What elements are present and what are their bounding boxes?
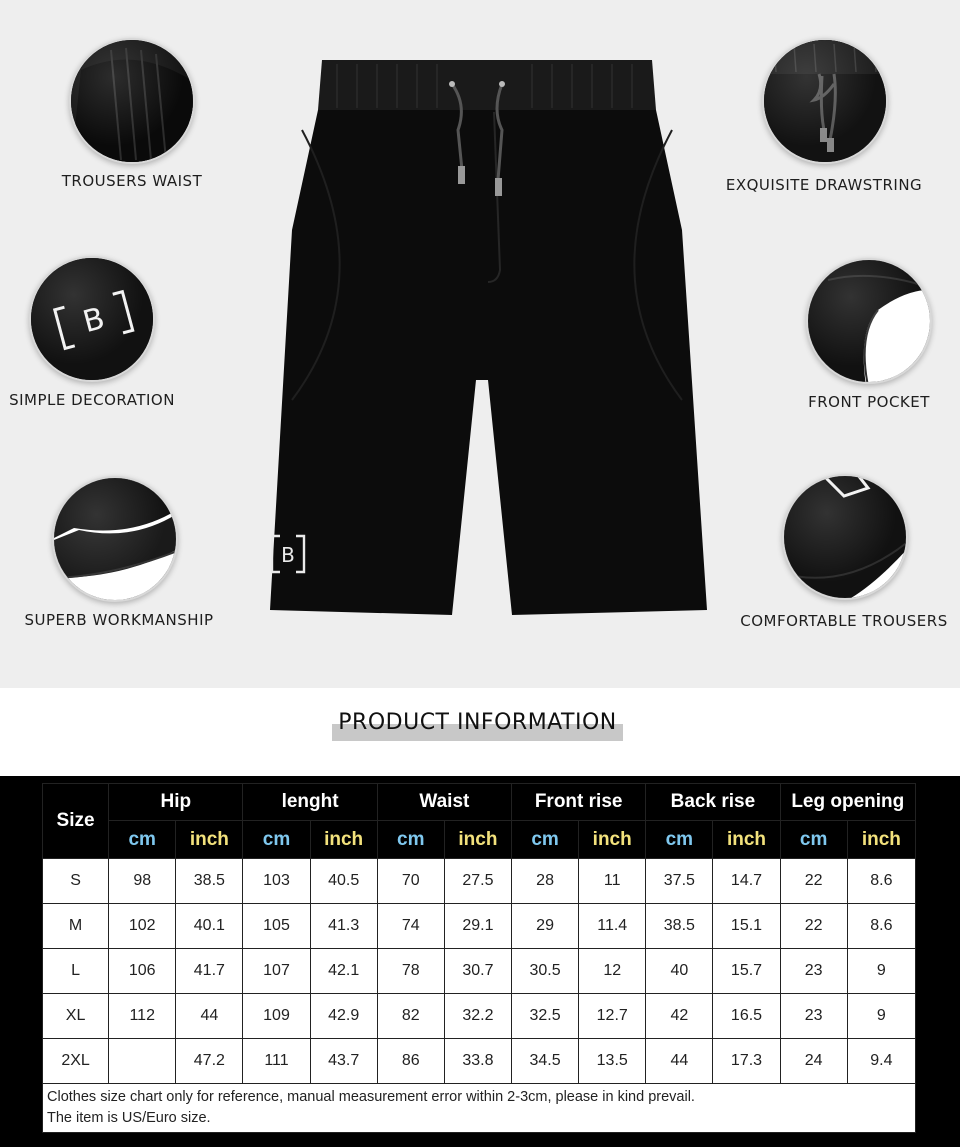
table-cell: 13.5 bbox=[579, 1039, 646, 1084]
table-cell: 22 bbox=[780, 904, 847, 949]
table-cell: 105 bbox=[243, 904, 310, 949]
table-cell: 38.5 bbox=[646, 904, 713, 949]
front-pocket-label: FRONT POCKET bbox=[808, 393, 930, 411]
table-cell: 12.7 bbox=[579, 994, 646, 1039]
size-cell: 2XL bbox=[43, 1039, 109, 1084]
waist-header: Waist bbox=[377, 784, 511, 821]
table-cell: 102 bbox=[109, 904, 176, 949]
length-header: lenght bbox=[243, 784, 377, 821]
table-cell: 29 bbox=[512, 904, 579, 949]
table-cell: 82 bbox=[377, 994, 444, 1039]
table-cell: 32.2 bbox=[444, 994, 511, 1039]
table-cell: 34.5 bbox=[512, 1039, 579, 1084]
table-cell: 24 bbox=[780, 1039, 847, 1084]
table-cell: 109 bbox=[243, 994, 310, 1039]
table-cell: 98 bbox=[109, 859, 176, 904]
table-cell: 9.4 bbox=[847, 1039, 915, 1084]
superb-workmanship-image bbox=[52, 476, 178, 602]
table-cell: 12 bbox=[579, 949, 646, 994]
table-cell: 15.7 bbox=[713, 949, 780, 994]
table-cell: 70 bbox=[377, 859, 444, 904]
exquisite-drawstring-image bbox=[762, 38, 888, 164]
size-cell: XL bbox=[43, 994, 109, 1039]
shorts-logo-letter: B bbox=[281, 543, 295, 567]
table-cell: 41.3 bbox=[310, 904, 377, 949]
size-column-header: Size bbox=[43, 784, 109, 859]
table-cell: 16.5 bbox=[713, 994, 780, 1039]
table-cell: 41.7 bbox=[176, 949, 243, 994]
length-inch-header: inch bbox=[310, 821, 377, 859]
table-cell: 27.5 bbox=[444, 859, 511, 904]
size-chart-note-line-1: Clothes size chart only for reference, manual measurement error within 2-3cm, please in kind prevail. bbox=[47, 1089, 695, 1105]
size-chart-note bbox=[43, 1084, 916, 1133]
hip-header: Hip bbox=[109, 784, 243, 821]
table-note-row bbox=[43, 1084, 916, 1133]
table-cell: 11.4 bbox=[579, 904, 646, 949]
trousers-waist-image bbox=[69, 38, 195, 164]
table-row bbox=[43, 994, 916, 1039]
leg-opening-inch-header: inch bbox=[847, 821, 915, 859]
size-table-group-header-row bbox=[43, 784, 916, 821]
front-rise-header: Front rise bbox=[512, 784, 646, 821]
table-cell: 111 bbox=[243, 1039, 310, 1084]
leg-opening-header: Leg opening bbox=[780, 784, 915, 821]
table-cell: 112 bbox=[109, 994, 176, 1039]
table-cell: 14.7 bbox=[713, 859, 780, 904]
simple-decoration-label: SIMPLE DECORATION bbox=[9, 391, 175, 409]
length-cm-header: cm bbox=[243, 821, 310, 859]
table-cell: 29.1 bbox=[444, 904, 511, 949]
table-cell: 8.6 bbox=[847, 904, 915, 949]
table-row bbox=[43, 904, 916, 949]
table-cell: 37.5 bbox=[646, 859, 713, 904]
table-cell: 30.5 bbox=[512, 949, 579, 994]
back-rise-inch-header: inch bbox=[713, 821, 780, 859]
trousers-waist-label: TROUSERS WAIST bbox=[61, 172, 203, 190]
table-cell: 44 bbox=[176, 994, 243, 1039]
back-rise-cm-header: cm bbox=[646, 821, 713, 859]
table-row bbox=[43, 1039, 916, 1084]
size-table-unit-header-row bbox=[43, 821, 916, 859]
table-cell: 23 bbox=[780, 994, 847, 1039]
table-cell: 106 bbox=[109, 949, 176, 994]
table-cell: 42.1 bbox=[310, 949, 377, 994]
table-cell: 30.7 bbox=[444, 949, 511, 994]
table-cell: 28 bbox=[512, 859, 579, 904]
waist-cm-header: cm bbox=[377, 821, 444, 859]
front-rise-inch-header: inch bbox=[579, 821, 646, 859]
front-rise-cm-header: cm bbox=[512, 821, 579, 859]
table-cell: 32.5 bbox=[512, 994, 579, 1039]
table-cell: 9 bbox=[847, 994, 915, 1039]
table-cell: 103 bbox=[243, 859, 310, 904]
table-cell: 22 bbox=[780, 859, 847, 904]
table-cell: 9 bbox=[847, 949, 915, 994]
table-cell: 38.5 bbox=[176, 859, 243, 904]
table-cell: 43.7 bbox=[310, 1039, 377, 1084]
table-cell: 40 bbox=[646, 949, 713, 994]
hip-cm-header: cm bbox=[109, 821, 176, 859]
table-cell: 8.6 bbox=[847, 859, 915, 904]
table-cell: 17.3 bbox=[713, 1039, 780, 1084]
superb-workmanship-label: SUPERB WORKMANSHIP bbox=[24, 611, 214, 629]
product-information-title: PRODUCT INFORMATION bbox=[338, 710, 617, 735]
black-shorts-graphic bbox=[262, 50, 712, 630]
table-cell: 23 bbox=[780, 949, 847, 994]
back-rise-header: Back rise bbox=[646, 784, 780, 821]
size-chart-table bbox=[42, 783, 916, 1133]
hip-inch-header: inch bbox=[176, 821, 243, 859]
table-cell: 11 bbox=[579, 859, 646, 904]
shorts-product-image bbox=[262, 50, 712, 630]
table-cell: 40.1 bbox=[176, 904, 243, 949]
table-cell bbox=[109, 1039, 176, 1084]
table-cell: 15.1 bbox=[713, 904, 780, 949]
leg-opening-cm-header: cm bbox=[780, 821, 847, 859]
table-cell: 42 bbox=[646, 994, 713, 1039]
table-cell: 107 bbox=[243, 949, 310, 994]
size-cell: S bbox=[43, 859, 109, 904]
comfortable-trousers-image bbox=[782, 474, 908, 600]
size-chart-note-line-2: The item is US/Euro size. bbox=[47, 1110, 211, 1126]
table-cell: 40.5 bbox=[310, 859, 377, 904]
waist-inch-header: inch bbox=[444, 821, 511, 859]
table-cell: 33.8 bbox=[444, 1039, 511, 1084]
exquisite-drawstring-label: EXQUISITE DRAWSTRING bbox=[725, 176, 923, 194]
front-pocket-image bbox=[806, 258, 932, 384]
table-row bbox=[43, 859, 916, 904]
table-cell: 47.2 bbox=[176, 1039, 243, 1084]
table-cell: 42.9 bbox=[310, 994, 377, 1039]
simple-decoration-image bbox=[29, 256, 155, 382]
table-cell: 44 bbox=[646, 1039, 713, 1084]
table-cell: 78 bbox=[377, 949, 444, 994]
table-row bbox=[43, 949, 916, 994]
size-cell: L bbox=[43, 949, 109, 994]
table-cell: 74 bbox=[377, 904, 444, 949]
size-cell: M bbox=[43, 904, 109, 949]
comfortable-trousers-label: COMFORTABLE TROUSERS bbox=[740, 612, 948, 630]
table-cell: 86 bbox=[377, 1039, 444, 1084]
